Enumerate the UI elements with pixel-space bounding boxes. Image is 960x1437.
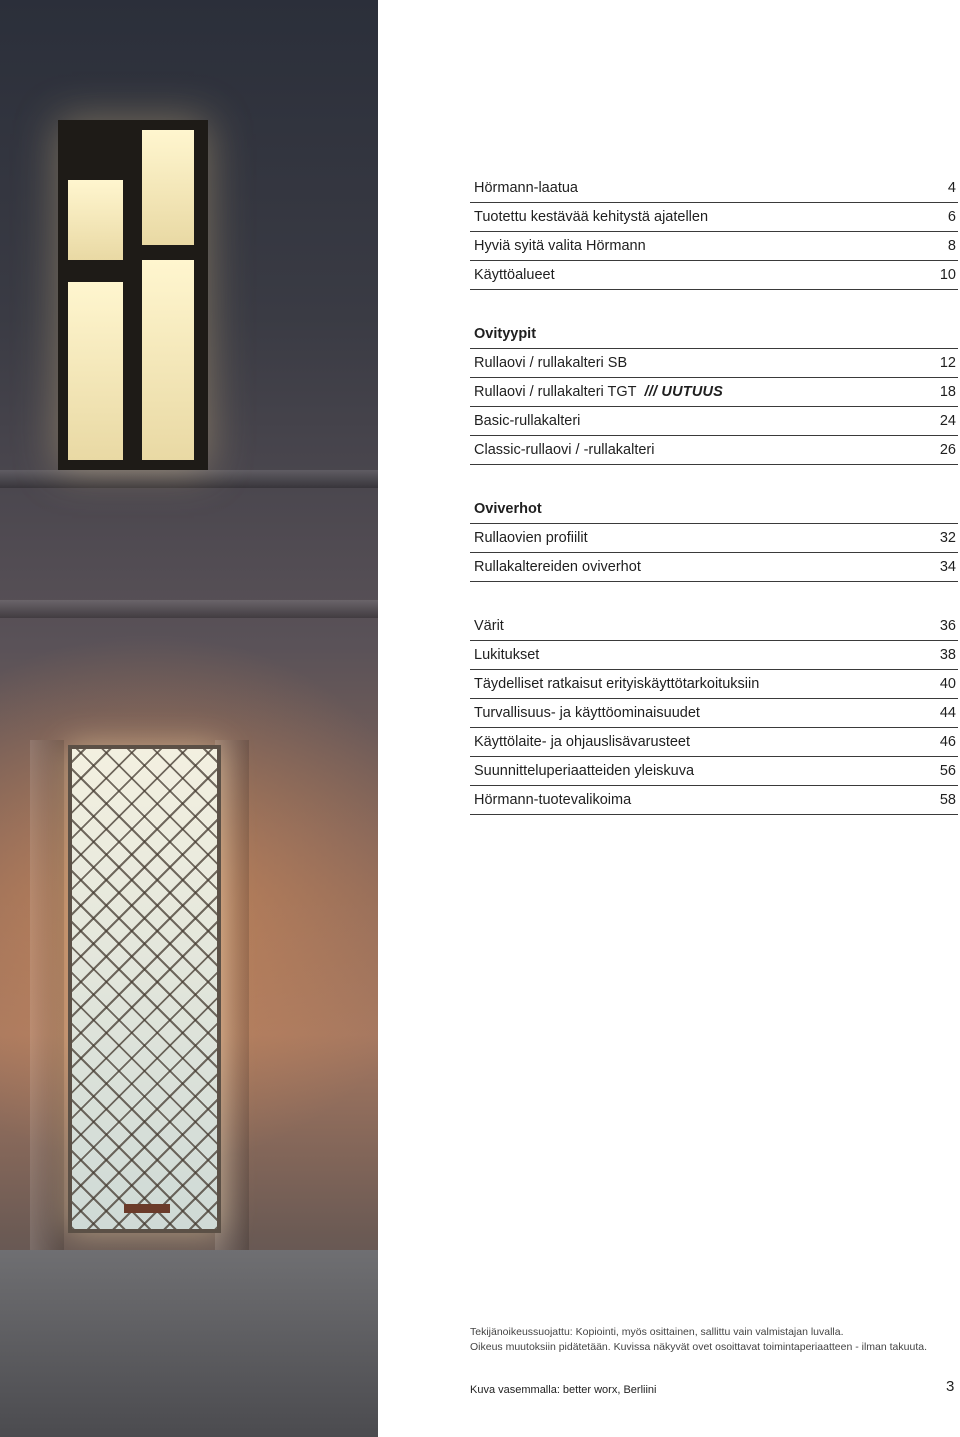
toc-page: 46: [939, 734, 956, 750]
cornice: [0, 600, 378, 618]
sidewalk: [0, 1250, 378, 1437]
toc-row[interactable]: Hyviä syitä valita Hörmann 8: [470, 232, 958, 261]
roller-grille-window: [68, 745, 221, 1233]
facade-photo: [0, 0, 378, 1437]
toc-page: 6: [947, 209, 956, 225]
toc-page: 24: [939, 413, 956, 429]
toc-page: 8: [947, 238, 956, 254]
section-heading-door-types: Ovityypit: [470, 320, 958, 349]
toc-row[interactable]: Turvallisuus- ja käyttöominaisuudet 44: [470, 699, 958, 728]
toc-row[interactable]: Rullakaltereiden oviverhot 34: [470, 553, 958, 582]
table-of-contents: [470, 174, 958, 815]
toc-page: 44: [939, 705, 956, 721]
toc-page: 58: [939, 792, 956, 808]
toc-page: 56: [939, 763, 956, 779]
toc-page: 12: [939, 355, 956, 371]
toc-page: 4: [947, 180, 956, 196]
toc-page: 36: [939, 618, 956, 634]
toc-row[interactable]: Täydelliset ratkaisut erityiskäyttötarkoituksiin 40: [470, 670, 958, 699]
toc-row[interactable]: Rullaovien profiilit 32: [470, 524, 958, 553]
toc-row[interactable]: Rullaovi / rullakalteri TGT /// UUTUUS 18: [470, 378, 958, 407]
brand-plate: [124, 1204, 170, 1213]
toc-row[interactable]: Hörmann-tuotevalikoima 58: [470, 786, 958, 815]
toc-row[interactable]: Värit 36: [470, 612, 958, 641]
toc-page: 34: [939, 559, 956, 575]
toc-page: 26: [939, 442, 956, 458]
toc-row[interactable]: Käyttölaite- ja ohjauslisävarusteet 46: [470, 728, 958, 757]
toc-row[interactable]: Suunnitteluperiaatteiden yleiskuva 56: [470, 757, 958, 786]
toc-page: 32: [939, 530, 956, 546]
toc-row[interactable]: Käyttöalueet 10: [470, 261, 958, 290]
toc-page: 10: [939, 267, 956, 283]
toc-row[interactable]: Basic-rullakalteri 24: [470, 407, 958, 436]
window-ledge: [0, 470, 378, 488]
toc-row[interactable]: Hörmann-laatua 4: [470, 174, 958, 203]
toc-page: 18: [939, 384, 956, 400]
toc-row[interactable]: Lukitukset 38: [470, 641, 958, 670]
pilaster-left: [30, 740, 64, 1260]
toc-page: 38: [939, 647, 956, 663]
toc-row[interactable]: Classic-rullaovi / -rullakalteri 26: [470, 436, 958, 465]
toc-row[interactable]: Rullaovi / rullakalteri SB 12: [470, 349, 958, 378]
toc-page: 40: [939, 676, 956, 692]
new-badge: /// UUTUUS: [644, 384, 724, 400]
copyright-notice: Tekijänoikeussuojattu: Kopiointi, myös osittainen, sallittu vain valmistajan luvalla. Oikeus muutoksiin pidätetään. Kuvissa näkyvät ovet osoittavat toimintaperiaatteen - ilman takuuta.: [470, 1326, 927, 1353]
page-number: 3: [946, 1378, 955, 1395]
upper-window: [58, 120, 208, 470]
section-heading-door-leaves: Oviverhot: [470, 495, 958, 524]
photo-caption: Kuva vasemmalla: better worx, Berliini: [470, 1384, 657, 1396]
toc-row[interactable]: Tuotettu kestävää kehitystä ajatellen 6: [470, 203, 958, 232]
